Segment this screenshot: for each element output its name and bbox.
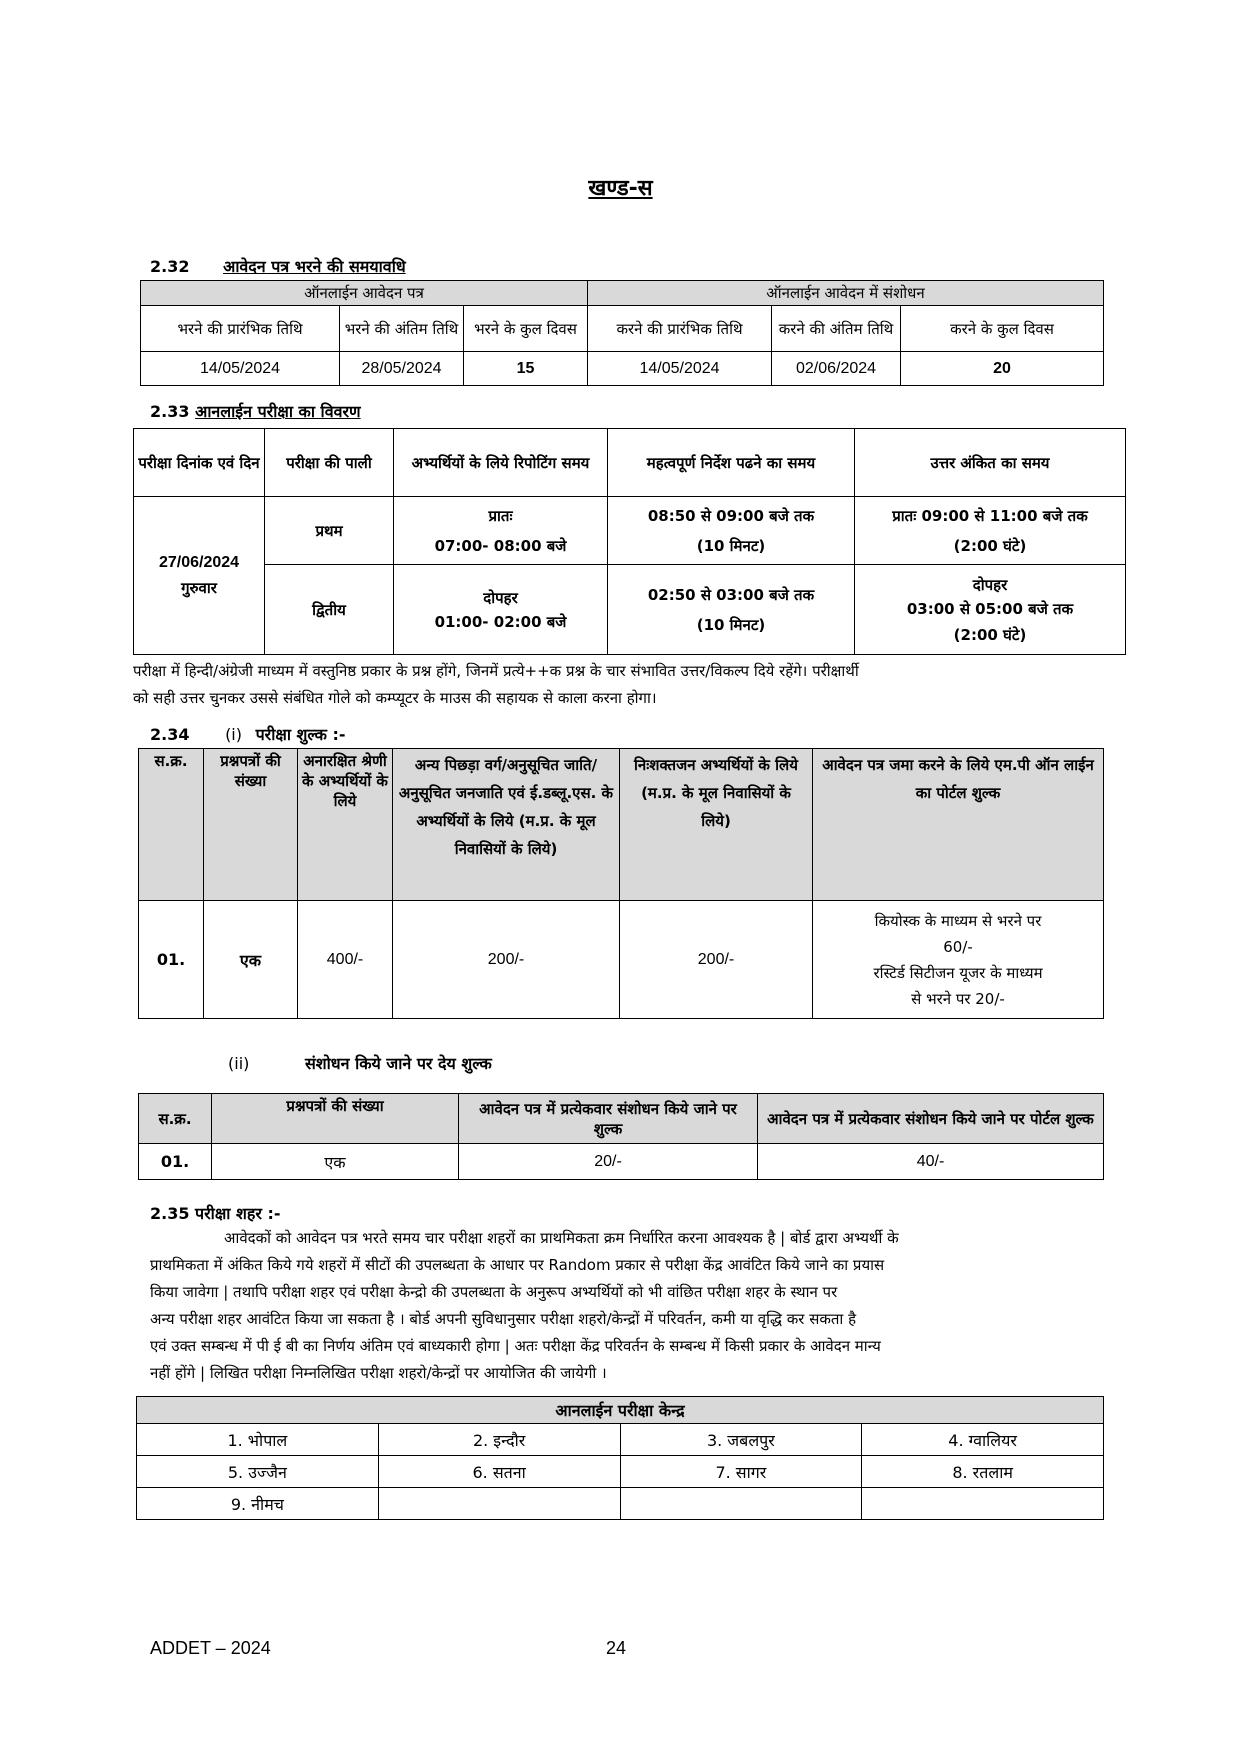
reporting-time-first — [394, 497, 608, 565]
cell: 200/- — [393, 901, 620, 1019]
text: 60/- — [943, 937, 973, 956]
section-title: संशोधन किये जाने पर देय शुल्क — [304, 1054, 492, 1073]
instruction-time-second — [608, 565, 855, 655]
para-line: अन्य परीक्षा शहर आवंटित किया जा सकता है । बोर्ड अपनी सुविधानुसार परीक्षा शहरो/केन्द्रों में परिवर्तन, कमी या वृद्धि कर सकता है — [150, 1310, 857, 1328]
answer-time-first — [855, 497, 1126, 565]
portal-fee-cell — [813, 901, 1104, 1019]
col-header: स.क्र. — [139, 1094, 212, 1144]
shift-second: द्वितीय — [265, 565, 394, 655]
city-cell-empty — [862, 1488, 1104, 1520]
section-2-33-heading — [150, 400, 361, 422]
section-number: 2.32 — [150, 257, 190, 276]
sub-number: (i) — [225, 725, 242, 744]
cell: 01. — [139, 1144, 212, 1180]
col-header: प्रश्नपत्रों की संख्या — [204, 749, 298, 901]
text: (10 मिनट) — [696, 615, 766, 634]
city-cell: 1. भोपाल — [137, 1424, 379, 1456]
cell: 20/- — [459, 1144, 758, 1180]
note-line: को सही उत्तर चुनकर उससे संबंधित गोले को कम्प्यूटर के माउस की सहायक से काला करना होगा। — [133, 689, 657, 707]
col-header: आवेदन पत्र में प्रत्येकवार संशोधन किये जाने पर शुल्क — [459, 1094, 758, 1144]
text: कियोस्क के माध्यम से भरने पर — [874, 911, 1042, 930]
col-header: करने के कुल दिवस — [901, 306, 1104, 352]
cell: 40/- — [758, 1144, 1104, 1180]
col-header: महत्वपूर्ण निर्देश पढने का समय — [608, 429, 855, 497]
city-cell: 5. उज्जैन — [137, 1456, 379, 1488]
city-cell: 2. इन्दौर — [378, 1424, 620, 1456]
page-number: 24 — [606, 1638, 627, 1658]
table-title: आनलाईन परीक्षा केन्द्र — [137, 1397, 1104, 1424]
group-online-correction: ऑनलाईन आवेदन में संशोधन — [588, 281, 1104, 306]
para-line: नहीं होंगे | लिखित परीक्षा निम्नलिखित परीक्षा शहरो/केन्द्रों पर आयोजित की जायेगी । — [150, 1364, 607, 1382]
city-cell-empty — [378, 1488, 620, 1520]
cell: 02/06/2024 — [772, 352, 901, 386]
exam-city-paragraph — [150, 1225, 1102, 1387]
cell: 400/- — [298, 901, 393, 1019]
para-line: आवेदकों को आवेदन पत्र भरते समय चार परीक्षा शहरों का प्राथमिकता क्रम निर्धारित करना आवश्यक है | बोर्ड द्वारा अभ्यर्थी के — [224, 1229, 899, 1247]
col-header: निःशक्तजन अभ्यर्थियों के लिये (म.प्र. के मूल निवासियों के लिये) — [620, 749, 813, 901]
exam-date-cell — [134, 497, 265, 655]
cell: एक — [212, 1144, 459, 1180]
text: 07:00- 08:00 बजे — [434, 536, 567, 555]
section-2-32-heading — [150, 255, 406, 277]
city-cell: 6. सतना — [378, 1456, 620, 1488]
cell: 14/05/2024 — [141, 352, 340, 386]
text: दोपहर — [483, 588, 518, 607]
col-header: भरने के कुल दिवस — [464, 306, 588, 352]
col-header: उत्तर अंकित का समय — [855, 429, 1126, 497]
exam-fee-table — [138, 748, 1104, 1019]
city-cell: 9. नीमच — [137, 1488, 379, 1520]
city-cell: 7. सागर — [620, 1456, 862, 1488]
section-title: आवेदन पत्र भरने की समयावधि — [223, 257, 406, 276]
answer-time-second — [855, 565, 1126, 655]
exam-note — [133, 658, 1123, 712]
cell: 28/05/2024 — [340, 352, 464, 386]
para-line: एवं उक्त सम्बन्ध में पी ई बी का निर्णय अंतिम एवं बाध्यकारी होगा | अतः परीक्षा केंद्र परिवर्तन के सम्बन्ध में किसी प्रकार के आवेदन मान्य — [150, 1337, 881, 1355]
sub-number: (ii) — [228, 1054, 250, 1073]
col-header: आवेदन पत्र में प्रत्येकवार संशोधन किये जाने पर पोर्टल शुल्क — [758, 1094, 1104, 1144]
cell: 20 — [901, 352, 1104, 386]
section-title: परीक्षा शुल्क :- — [255, 725, 346, 744]
exam-date: 27/06/2024 — [158, 553, 240, 571]
col-header: अन्य पिछड़ा वर्ग/अनुसूचित जाति/अनुसूचित जनजाति एवं ई.डब्लू.एस. के अभ्यर्थियों के लिये (म.प्र. के मूल निवासियों के लिये) — [393, 749, 620, 901]
col-header: परीक्षा दिनांक एवं दिन — [134, 429, 265, 497]
text: रस्टिर्ड सिटीजन यूजर के माध्यम — [873, 963, 1043, 982]
col-header: अनारक्षित श्रेणी के अभ्यर्थियों के लिये — [298, 749, 393, 901]
footer-left: ADDET – 2024 — [150, 1638, 271, 1658]
exam-centres-table — [136, 1396, 1104, 1520]
shift-first: प्रथम — [265, 497, 394, 565]
text: 08:50 से 09:00 बजे तक — [647, 506, 815, 525]
section-2-35-heading: 2.35 परीक्षा शहर :- — [150, 1204, 281, 1223]
text: (10 मिनट) — [696, 536, 766, 555]
exam-day: गुरुवार — [181, 578, 217, 597]
application-period-table — [140, 280, 1104, 386]
group-online-application: ऑनलाईन आवेदन पत्र — [141, 281, 588, 306]
cell: 14/05/2024 — [588, 352, 772, 386]
city-cell: 8. रतलाम — [862, 1456, 1104, 1488]
col-header: परीक्षा की पाली — [265, 429, 394, 497]
text: (2:00 घंटे) — [953, 536, 1027, 555]
cell: 15 — [464, 352, 588, 386]
section-title: आनलाईन परीक्षा का विवरण — [195, 402, 361, 421]
reporting-time-second — [394, 565, 608, 655]
col-header: स.क्र. — [139, 749, 204, 901]
text: (2:00 घंटे) — [953, 625, 1027, 644]
text: 02:50 से 03:00 बजे तक — [647, 585, 815, 604]
para-line: किया जावेगा | तथापि परीक्षा शहर एवं परीक्षा केन्द्रो की उपलब्धता के अनुरूप अभ्यर्थियों को भी वांछित परीक्षा शहर के स्थान पर — [150, 1283, 838, 1301]
text: 03:00 से 05:00 बजे तक — [906, 599, 1074, 618]
col-header: भरने की प्रारंभिक तिथि — [141, 306, 340, 352]
cell: एक — [204, 901, 298, 1019]
section-2-34-ii-heading — [228, 1052, 492, 1074]
col-header: प्रश्नपत्रों की संख्या — [212, 1094, 459, 1144]
section-2-34-heading — [150, 723, 346, 745]
col-header: करने की प्रारंभिक तिथि — [588, 306, 772, 352]
city-cell: 4. ग्वालियर — [862, 1424, 1104, 1456]
section-number: 2.34 — [150, 725, 190, 744]
city-cell-empty — [620, 1488, 862, 1520]
col-header: आवेदन पत्र जमा करने के लिये एम.पी ऑन लाईन का पोर्टल शुल्क — [813, 749, 1104, 901]
text: प्रातः — [488, 506, 513, 525]
cell: 200/- — [620, 901, 813, 1019]
cell: 01. — [139, 901, 204, 1019]
note-line: परीक्षा में हिन्दी/अंग्रेजी माध्यम में वस्तुनिष्ठ प्रकार के प्रश्न होंगे, जिनमें प्रत्ये++क प्रश्न के चार संभावित उत्तर/विकल्प दिये रहेंगे। परीक्षार्थी — [133, 662, 859, 680]
para-line: प्राथमिकता में अंकित किये गये शहरों में सीटों की उपलब्धता के आधार पर Random प्रकार से परीक्षा केंद्र आवंटित किये जाने का प्रयास — [150, 1256, 885, 1274]
col-header: अभ्यर्थियों के लिये रिपोटिंग समय — [394, 429, 608, 497]
section-number: 2.33 — [150, 402, 190, 421]
online-exam-details-table — [133, 428, 1126, 655]
text: दोपहर — [972, 575, 1008, 594]
text: से भरने पर 20/- — [911, 989, 1005, 1008]
col-header: भरने की अंतिम तिथि — [340, 306, 464, 352]
page-title: खण्ड-स — [588, 176, 653, 201]
text: प्रातः 09:00 से 11:00 बजे तक — [892, 506, 1088, 525]
correction-fee-table — [138, 1093, 1104, 1180]
col-header: करने की अंतिम तिथि — [772, 306, 901, 352]
instruction-time-first — [608, 497, 855, 565]
text: 01:00- 02:00 बजे — [434, 612, 567, 631]
city-cell: 3. जबलपुर — [620, 1424, 862, 1456]
